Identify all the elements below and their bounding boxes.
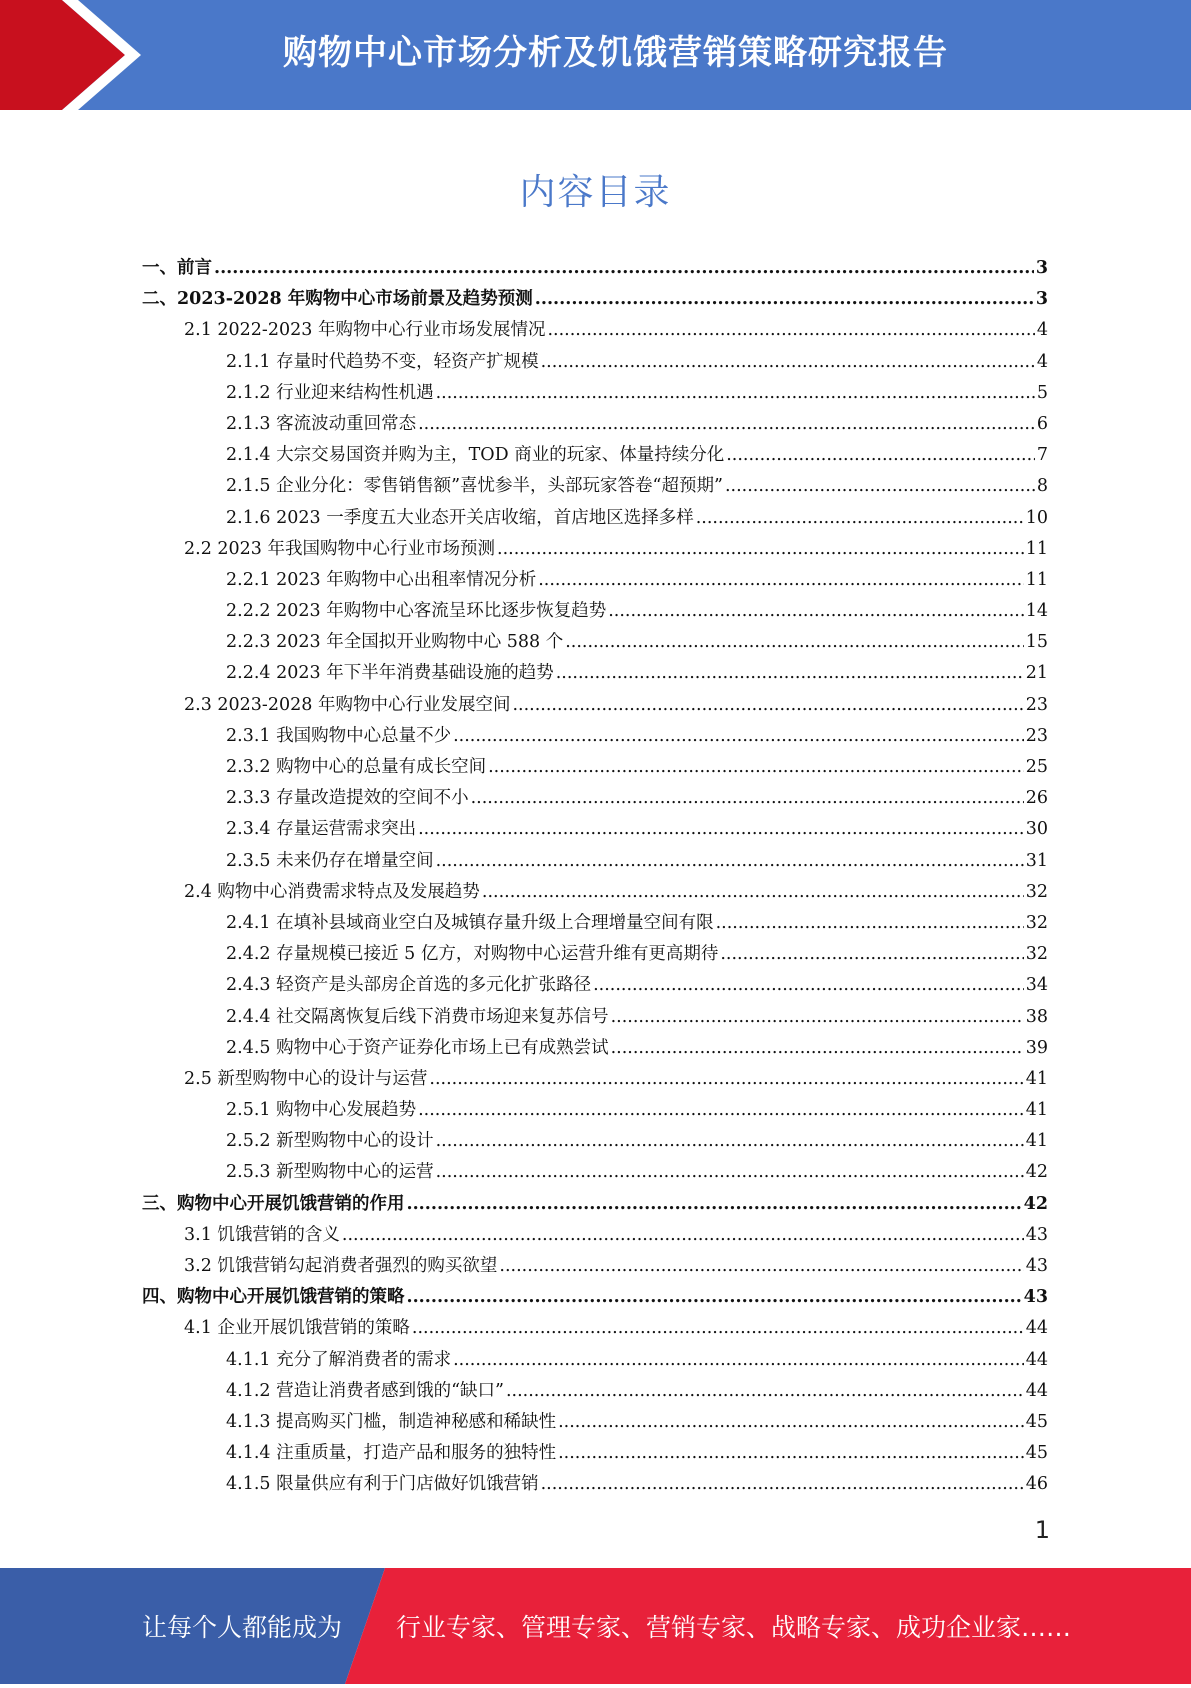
toc-entry-page: 34	[1025, 975, 1048, 996]
toc-entry-page: 32	[1025, 944, 1048, 965]
toc-dot-leader	[214, 253, 1034, 284]
table-of-contents	[142, 253, 1048, 1501]
toc-dot-leader	[696, 503, 1024, 534]
toc-entry[interactable]	[142, 846, 1048, 877]
footer-band	[0, 1568, 1191, 1684]
toc-dot-leader	[412, 1313, 1024, 1344]
footer-slogan-left: 让每个人都能成为	[142, 1613, 343, 1642]
toc-dot-leader	[565, 627, 1024, 658]
toc-entry-page: 43	[1025, 1224, 1048, 1245]
toc-entry-page: 21	[1025, 663, 1048, 684]
toc-entry-page: 26	[1025, 788, 1048, 809]
toc-entry[interactable]	[142, 658, 1048, 689]
toc-entry-title: 2.4.1 在填补县域商业空白及城镇存量升级上合理增量空间有限	[226, 912, 714, 933]
page-number: 1	[1034, 1516, 1050, 1544]
toc-entry-page: 46	[1025, 1474, 1048, 1495]
toc-entry-title: 三、购物中心开展饥饿营销的作用	[142, 1193, 405, 1214]
toc-entry[interactable]	[142, 814, 1048, 845]
toc-entry-title: 二、2023-2028 年购物中心市场前景及趋势预测	[142, 289, 533, 310]
toc-entry-page: 31	[1025, 850, 1048, 871]
toc-dot-leader	[556, 658, 1024, 689]
toc-entry-title: 2.3.5 未来仍存在增量空间	[226, 850, 434, 871]
toc-entry[interactable]	[142, 253, 1048, 284]
toc-dot-leader	[499, 1251, 1023, 1282]
toc-dot-leader	[611, 1033, 1024, 1064]
toc-entry-page: 32	[1025, 912, 1048, 933]
toc-entry-page: 43	[1025, 1256, 1048, 1276]
toc-dot-leader	[726, 440, 1035, 471]
toc-dot-leader	[407, 1189, 1022, 1220]
toc-entry-page: 45	[1025, 1443, 1048, 1464]
toc-entry-title: 2.1.2 行业迎来结构性机遇	[226, 382, 434, 403]
toc-entry-title: 4.1.3 提高购买门槛，制造神秘感和稀缺性	[226, 1411, 557, 1432]
toc-entry-title: 2.4.3 轻资产是头部房企首选的多元化扩张路径	[226, 975, 592, 996]
toc-entry-title: 2.4 购物中心消费需求特点及发展趋势	[184, 881, 480, 902]
toc-dot-leader	[535, 284, 1034, 315]
toc-entry[interactable]	[142, 1282, 1048, 1313]
toc-dot-leader	[716, 908, 1024, 939]
toc-entry-page: 15	[1025, 632, 1048, 653]
toc-entry-title: 2.3.3 存量改造提效的空间不小	[226, 788, 469, 809]
toc-entry-page: 3	[1035, 289, 1048, 310]
toc-entry-page: 7	[1036, 445, 1048, 466]
toc-entry-page: 5	[1036, 382, 1048, 403]
toc-entry[interactable]	[142, 503, 1048, 534]
toc-entry-page: 30	[1025, 819, 1048, 840]
toc-entry-title: 2.2.1 2023 年购物中心出租率情况分析	[226, 569, 537, 590]
toc-entry[interactable]	[142, 440, 1048, 471]
toc-entry[interactable]	[142, 378, 1048, 409]
toc-entry-page: 25	[1025, 757, 1048, 777]
toc-dot-leader	[541, 1469, 1024, 1500]
toc-entry-page: 10	[1025, 507, 1048, 528]
toc-entry-page: 8	[1036, 476, 1048, 497]
toc-entry-title: 2.2.3 2023 年全国拟开业购物中心 588 个	[226, 632, 564, 653]
toc-entry-title: 2.5.1 购物中心发展趋势	[226, 1100, 417, 1121]
toc-dot-leader	[541, 347, 1035, 378]
toc-entry-title: 2.5.2 新型购物中心的设计	[226, 1131, 434, 1152]
toc-dot-leader	[593, 970, 1024, 1001]
toc-dot-leader	[720, 939, 1023, 970]
toc-entry[interactable]	[142, 908, 1048, 939]
toc-entry-title: 2.4.2 存量规模已接近 5 亿方，对购物中心运营升维有更高期待	[226, 944, 719, 965]
toc-entry-page: 44	[1025, 1318, 1048, 1339]
toc-entry[interactable]	[142, 596, 1048, 627]
toc-entry[interactable]	[142, 1313, 1048, 1344]
toc-dot-leader	[512, 690, 1023, 721]
toc-entry[interactable]	[142, 1126, 1048, 1157]
toc-entry-page: 14	[1025, 601, 1048, 622]
toc-entry-page: 42	[1023, 1193, 1048, 1214]
toc-entry[interactable]	[142, 1438, 1048, 1469]
toc-dot-leader	[608, 596, 1024, 627]
toc-entry-page: 42	[1025, 1162, 1048, 1183]
toc-entry-page: 45	[1025, 1411, 1048, 1432]
toc-entry[interactable]	[142, 1376, 1048, 1407]
toc-entry-page: 11	[1025, 538, 1048, 559]
toc-entry-title: 2.4.4 社交隔离恢复后线下消费市场迎来复苏信号	[226, 1006, 609, 1027]
footer-slogan-right: 行业专家、管理专家、营销专家、战略专家、成功企业家……	[396, 1613, 1072, 1642]
toc-entry-title: 2.1.6 2023 一季度五大业态开关店收缩，首店地区选择多样	[226, 507, 694, 528]
toc-dot-leader	[436, 1126, 1024, 1157]
toc-entry[interactable]	[142, 1157, 1048, 1188]
toc-entry-title: 一、前言	[142, 258, 212, 278]
toc-entry-title: 2.3 2023-2028 年购物中心行业发展空间	[184, 694, 511, 715]
toc-dot-leader	[418, 814, 1024, 845]
toc-entry-title: 2.1 2022-2023 年购物中心行业市场发展情况	[184, 320, 546, 341]
toc-entry[interactable]	[142, 409, 1048, 440]
toc-entry-title: 2.3.1 我国购物中心总量不少	[226, 725, 452, 746]
toc-entry[interactable]	[142, 970, 1048, 1001]
toc-entry-title: 4.1 企业开展饥饿营销的策略	[184, 1318, 410, 1339]
toc-entry[interactable]	[142, 1033, 1048, 1064]
toc-entry-title: 2.2 2023 年我国购物中心行业市场预测	[184, 538, 495, 559]
toc-entry-title: 2.5 新型购物中心的设计与运营	[184, 1068, 428, 1089]
toc-entry[interactable]	[142, 284, 1048, 315]
toc-entry-page: 11	[1025, 569, 1048, 590]
toc-entry[interactable]	[142, 315, 1048, 346]
toc-entry-title: 2.1.1 存量时代趋势不变，轻资产扩规模	[226, 351, 539, 372]
toc-entry-page: 4	[1036, 320, 1048, 341]
toc-dot-leader	[547, 315, 1034, 346]
toc-entry-page: 44	[1025, 1380, 1048, 1401]
toc-dot-leader	[471, 783, 1024, 814]
toc-entry[interactable]	[142, 752, 1048, 783]
toc-entry-page: 43	[1023, 1287, 1048, 1308]
toc-dot-leader	[488, 752, 1024, 783]
toc-entry[interactable]	[142, 534, 1048, 565]
toc-dot-leader	[453, 721, 1024, 752]
toc-entry[interactable]	[142, 1095, 1048, 1126]
toc-entry[interactable]	[142, 1407, 1048, 1438]
toc-entry[interactable]	[142, 347, 1048, 378]
toc-entry-title: 3.1 饥饿营销的含义	[184, 1224, 340, 1245]
toc-entry[interactable]	[142, 1220, 1048, 1251]
toc-dot-leader	[538, 565, 1024, 596]
toc-entry-title: 2.1.3 客流波动重回常态	[226, 413, 417, 434]
toc-entry-page: 4	[1036, 351, 1048, 372]
toc-dot-leader	[429, 1064, 1023, 1095]
toc-entry[interactable]	[142, 877, 1048, 908]
toc-entry-page: 23	[1025, 694, 1048, 715]
toc-title: 内容目录	[519, 172, 672, 213]
toc-dot-leader	[558, 1407, 1024, 1438]
toc-entry-page: 3	[1035, 258, 1048, 278]
toc-entry-page: 39	[1025, 1037, 1048, 1058]
toc-entry-page: 41	[1025, 1100, 1048, 1121]
toc-entry[interactable]	[142, 1251, 1048, 1282]
toc-entry[interactable]	[142, 565, 1048, 596]
toc-entry-title: 四、购物中心开展饥饿营销的策略	[142, 1287, 405, 1308]
toc-entry[interactable]	[142, 1189, 1048, 1220]
toc-entry-title: 2.3.2 购物中心的总量有成长空间	[226, 757, 487, 777]
header-band	[0, 0, 1191, 110]
toc-entry-title: 2.2.2 2023 年购物中心客流呈环比逐步恢复趋势	[226, 601, 607, 622]
toc-dot-leader	[506, 1376, 1024, 1407]
toc-entry-title: 4.1.4 注重质量，打造产品和服务的独特性	[226, 1443, 557, 1464]
header-title: 购物中心市场分析及饥饿营销策略研究报告	[283, 33, 948, 73]
toc-entry-page: 23	[1025, 725, 1048, 746]
toc-entry[interactable]	[142, 1345, 1048, 1376]
toc-entry[interactable]	[142, 690, 1048, 721]
toc-entry-page: 41	[1025, 1068, 1048, 1089]
toc-dot-leader	[725, 471, 1035, 502]
toc-entry-title: 4.1.2 营造让消费者感到饿的“缺口”	[226, 1380, 504, 1401]
toc-dot-leader	[418, 409, 1035, 440]
toc-dot-leader	[453, 1345, 1024, 1376]
toc-entry-title: 4.1.5 限量供应有利于门店做好饥饿营销	[226, 1474, 539, 1495]
toc-dot-leader	[611, 1002, 1024, 1033]
toc-entry[interactable]	[142, 721, 1048, 752]
toc-entry-title: 3.2 饥饿营销勾起消费者强烈的购买欲望	[184, 1256, 498, 1276]
toc-entry-title: 2.4.5 购物中心于资产证券化市场上已有成熟尝试	[226, 1037, 609, 1058]
toc-entry[interactable]	[142, 1064, 1048, 1095]
toc-entry[interactable]	[142, 1469, 1048, 1500]
toc-entry[interactable]	[142, 471, 1048, 502]
toc-dot-leader	[558, 1438, 1024, 1469]
toc-entry-title: 2.1.4 大宗交易国资并购为主，TOD 商业的玩家、体量持续分化	[226, 445, 725, 466]
toc-entry[interactable]	[142, 627, 1048, 658]
toc-entry-title: 2.2.4 2023 年下半年消费基础设施的趋势	[226, 663, 554, 684]
toc-dot-leader	[497, 534, 1024, 565]
toc-entry[interactable]	[142, 939, 1048, 970]
toc-dot-leader	[482, 877, 1024, 908]
toc-dot-leader	[418, 1095, 1024, 1126]
toc-dot-leader	[407, 1282, 1022, 1313]
toc-entry-title: 2.1.5 企业分化：零售销售额”喜忧参半，头部玩家答卷“超预期”	[226, 476, 723, 497]
toc-entry[interactable]	[142, 783, 1048, 814]
toc-entry[interactable]	[142, 1002, 1048, 1033]
toc-entry-title: 2.3.4 存量运营需求突出	[226, 819, 417, 840]
toc-entry-page: 6	[1036, 413, 1048, 434]
toc-dot-leader	[436, 1157, 1024, 1188]
toc-dot-leader	[436, 378, 1035, 409]
toc-entry-page: 44	[1025, 1349, 1048, 1370]
toc-entry-page: 41	[1025, 1131, 1048, 1152]
toc-dot-leader	[436, 846, 1024, 877]
toc-entry-page: 32	[1025, 881, 1048, 902]
toc-dot-leader	[342, 1220, 1024, 1251]
toc-entry-title: 2.5.3 新型购物中心的运营	[226, 1162, 434, 1183]
toc-entry-page: 38	[1025, 1006, 1048, 1027]
toc-entry-title: 4.1.1 充分了解消费者的需求	[226, 1349, 452, 1370]
